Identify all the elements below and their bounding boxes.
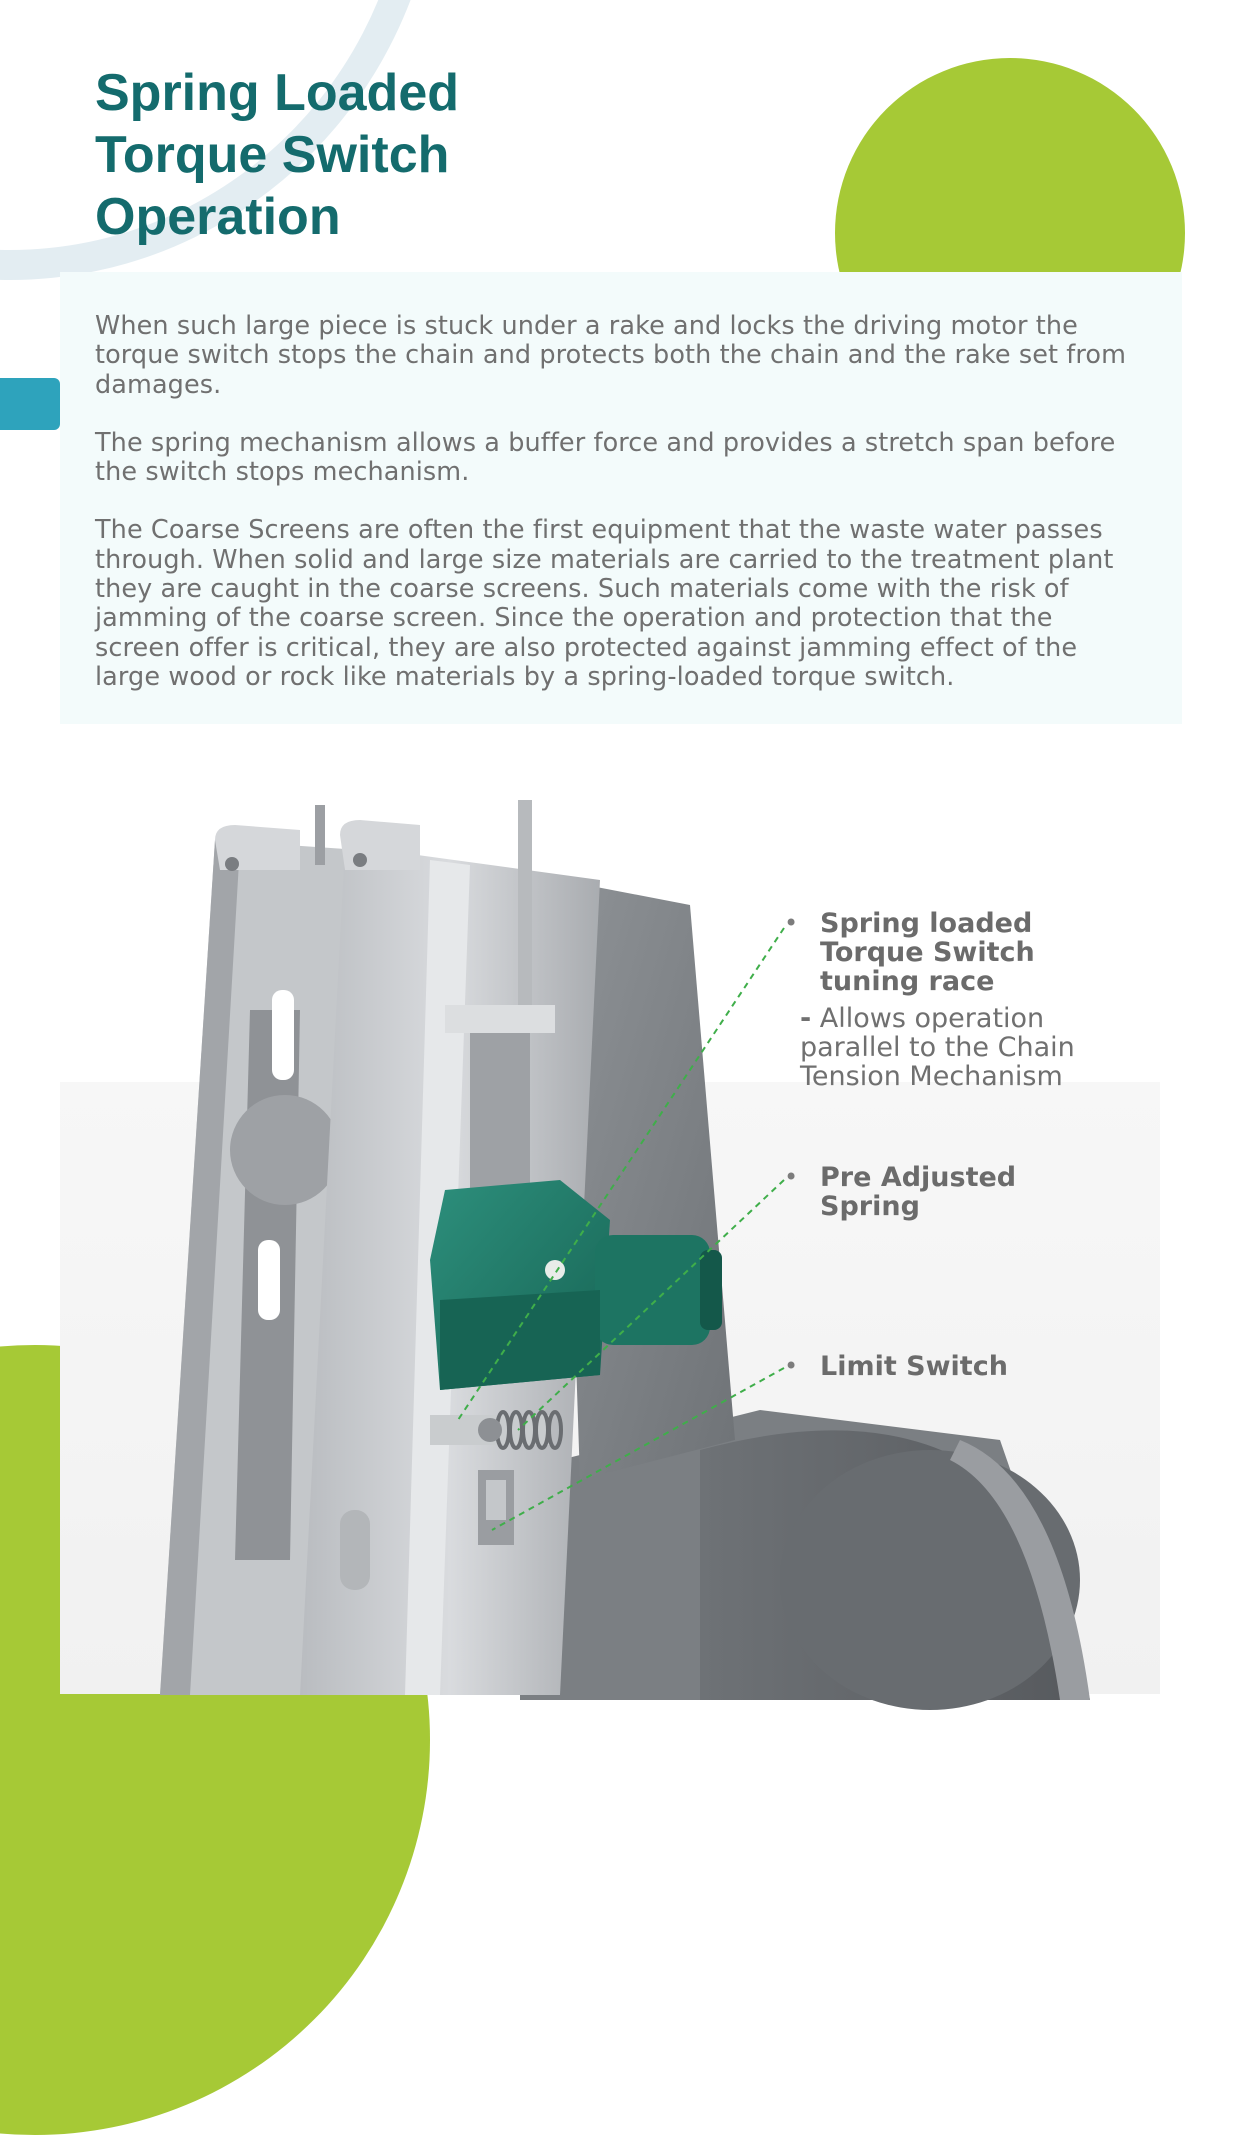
callout-title: Spring loaded Torque Switch tuning race (820, 908, 1035, 997)
callout-title: Limit Switch (820, 1351, 1008, 1382)
paragraph-torque-switch: When such large piece is stuck under a rake and locks the driving motor the torque switch stops the chain and protects both the chain and the rake set from damages. (95, 311, 1127, 400)
callout-dash: - (800, 1003, 812, 1034)
bullet-icon: • (784, 909, 799, 937)
paragraph-coarse-screens: The Coarse Screens are often the first equipment that the waste water passes through. When solid and large size materials are carried to the treatment plant they are caught in the coarse screens. Such materials come with the risk of jamming of the coarse screen. Since the operation and protection that the screen offer is critical, they are also protected against jamming effect of the large wood or rock like materials by a spring-loaded torque switch. (95, 515, 1114, 692)
bullet-icon: • (784, 1163, 799, 1191)
callout-description (800, 1004, 1180, 1091)
bullet-icon: • (784, 1352, 799, 1380)
title-line: Spring Loaded (95, 64, 459, 122)
callout-tuning-race (784, 908, 1180, 1092)
callout-limit-switch (784, 1351, 1140, 1382)
callout-title: Pre Adjusted Spring (820, 1162, 1017, 1222)
callout-pre-adjusted-spring (784, 1162, 1140, 1222)
title-line: Torque Switch (95, 126, 450, 184)
paragraph-spring-mechanism: The spring mechanism allows a buffer force and provides a stretch span before the switch stops mechanism. (95, 427, 1116, 488)
limit-switch (478, 1470, 514, 1545)
title-line: Operation (95, 188, 341, 246)
callout-description-text: Allows operation parallel to the Chain Tension Mechanism (800, 1003, 1075, 1092)
spring-assembly (430, 1412, 561, 1448)
